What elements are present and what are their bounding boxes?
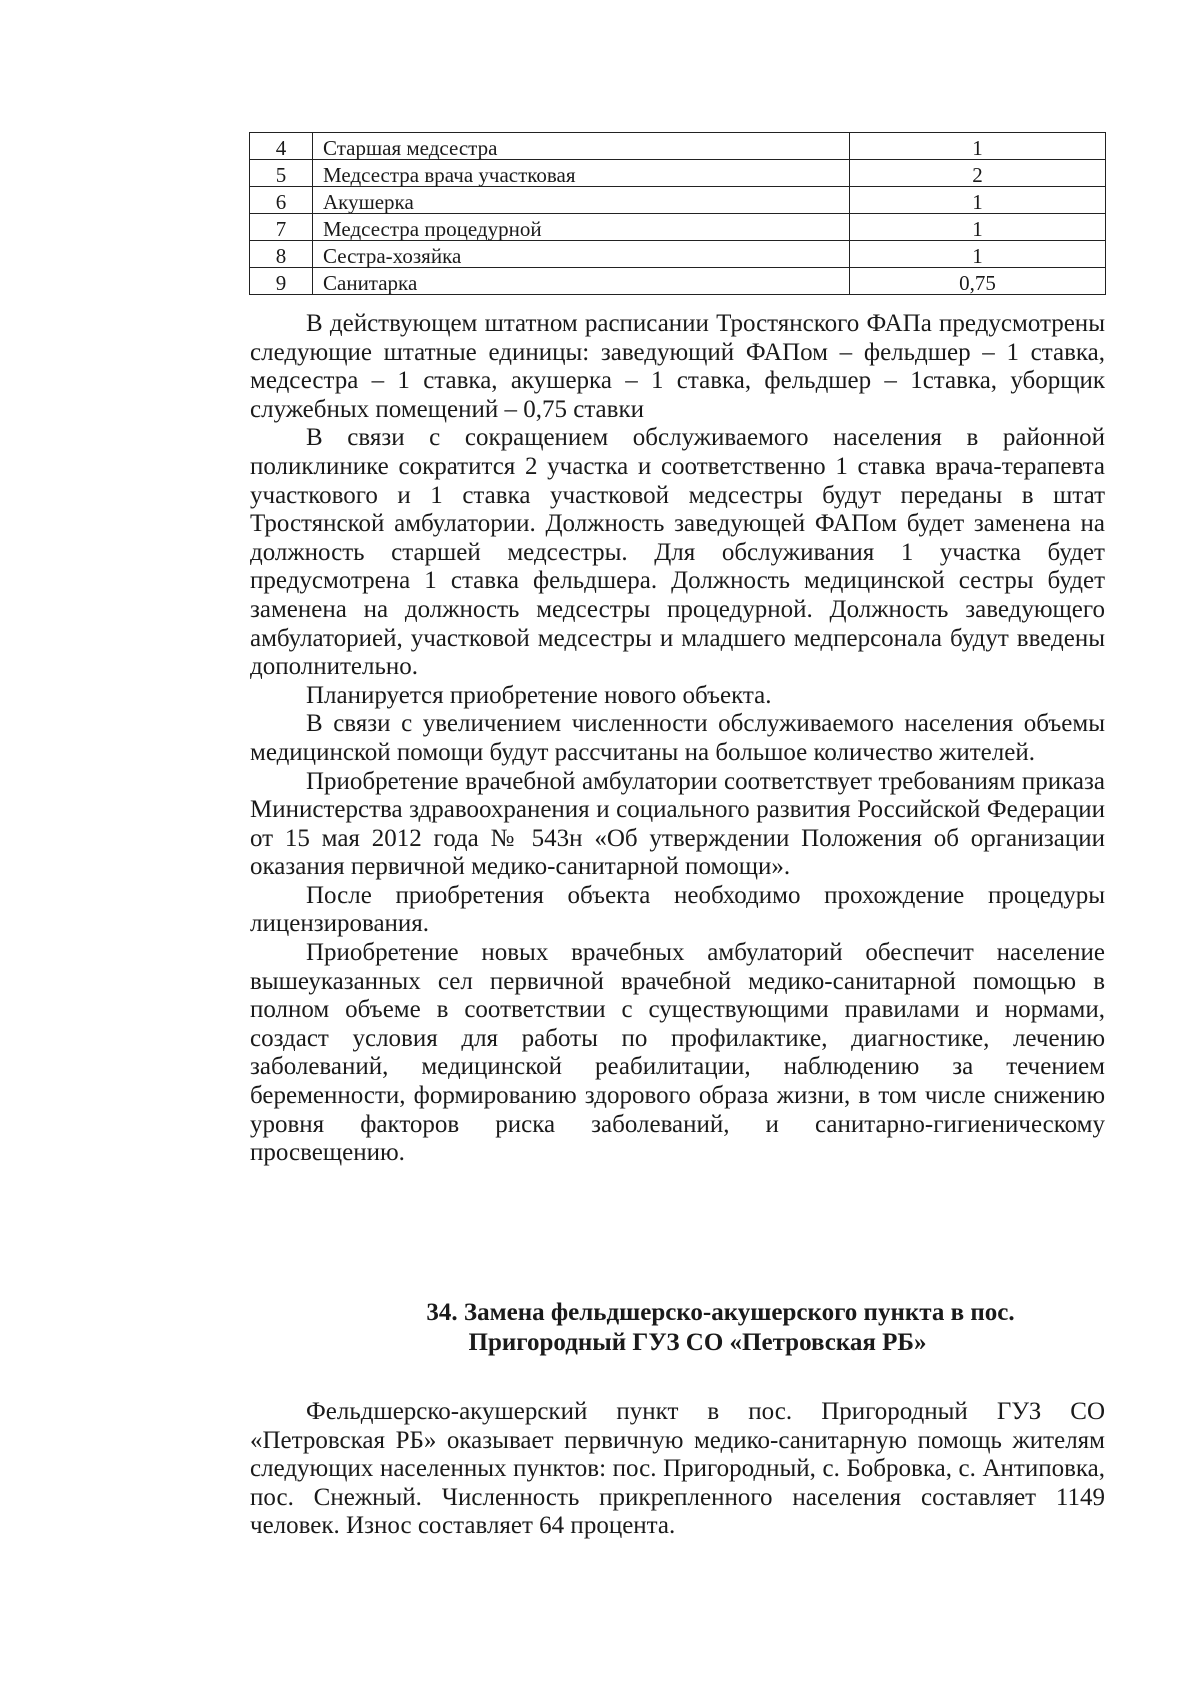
paragraph-benefits: Приобретение новых врачебных амбулаторий обеспечит население вышеуказанных сел первичной врачебной медико-санитарной помощью в полном объеме в соответствии с существующими правилами и нормами, создаст условия для работы по профилактике, диагностике, лечению заболеваний, медицинской реабилитации, наблюдению за течением беременности, формированию здорового образа жизни, в том числе снижению уровня факторов риска заболеваний, и санитарно-гигиеническому просвещению.: [250, 939, 1105, 1167]
position-name: Медсестра врача участковая: [313, 160, 850, 187]
rate-value: 1: [850, 241, 1106, 268]
paragraph-reduction: В связи с сокращением обслуживаемого населения в районной поликлинике сократится 2 участка и соответственно 1 ставка врача-терапевта участкового и 1 ставка участковой медсестры будут переданы в штат Тростянской амбулатории. Должность заведующей ФАПом будет заменена на должность старшей медсестры. Для обслуживания 1 участка будет предусмотрена 1 ставка фельдшера. Должность медицинской сестры будет заменена на должность медсестры процедурной. Должность заведующего амбулаторией, участковой медсестры и младшего медперсонала будут введены дополнительно.: [250, 424, 1105, 681]
rate-value: 2: [850, 160, 1106, 187]
section-heading-line1: 34. Замена фельдшерско-акушерского пункта в пос.: [426, 1299, 1015, 1326]
row-number: 6: [250, 187, 313, 214]
position-name: Санитарка: [313, 268, 850, 295]
paragraph-population-growth: В связи с увеличением численности обслуживаемого населения объемы медицинской помощи будут рассчитаны на большое количество жителей.: [250, 710, 1105, 766]
position-name: Сестра-хозяйка: [313, 241, 850, 268]
table-row: [250, 268, 1106, 295]
table-row: [250, 241, 1106, 268]
paragraph-staffing: В действующем штатном расписании Тростянского ФАПа предусмотрены следующие штатные единицы: заведующий ФАПом – фельдшер – 1 ставка, медсестра – 1 ставка, акушерка – 1 ставка, фельдшер – 1ставка, уборщик служебных помещений – 0,75 ставки: [250, 310, 1105, 423]
position-name: Медсестра процедурной: [313, 214, 850, 241]
position-name: Старшая медсестра: [313, 133, 850, 160]
table-row: [250, 187, 1106, 214]
row-number: 7: [250, 214, 313, 241]
row-number: 9: [250, 268, 313, 295]
row-number: 4: [250, 133, 313, 160]
rate-value: 1: [850, 133, 1106, 160]
table-row: [250, 160, 1106, 187]
paragraph-acquisition-plan: Планируется приобретение нового объекта.: [306, 681, 772, 709]
body-text: [250, 310, 1105, 1168]
table-row: [250, 133, 1106, 160]
position-name: Акушерка: [313, 187, 850, 214]
paragraph-licensing: После приобретения объекта необходимо прохождение процедуры лицензирования.: [250, 881, 1105, 938]
paragraph-regulation: Приобретение врачебной амбулатории соответствует требованиям приказа Министерства здравоохранения и социального развития Российской Федерации от 15 мая 2012 года № 543н «Об утверждении Положения об организации оказания первичной медико-санитарной помощи».: [250, 767, 1105, 881]
section-heading: [250, 1298, 1105, 1358]
section-heading-line2: Пригородный ГУЗ СО «Петровская РБ»: [468, 1329, 927, 1356]
table-row: [250, 214, 1106, 241]
closing-text: [250, 1398, 1105, 1541]
row-number: 5: [250, 160, 313, 187]
paragraph-fap-description: Фельдшерско-акушерский пункт в пос. Пригородный ГУЗ СО «Петровская РБ» оказывает первичную медико-санитарную помощь жителям следующих населенных пунктов: пос. Пригородный, с. Бобровка, с. Антиповка, пос. Снежный. Численность прикрепленного населения составляет 1149 человек. Износ составляет 64 процента.: [250, 1398, 1105, 1540]
rate-value: 1: [850, 214, 1106, 241]
rate-value: 1: [850, 187, 1106, 214]
rate-value: 0,75: [850, 268, 1106, 295]
row-number: 8: [250, 241, 313, 268]
staff-table: [249, 132, 1106, 295]
